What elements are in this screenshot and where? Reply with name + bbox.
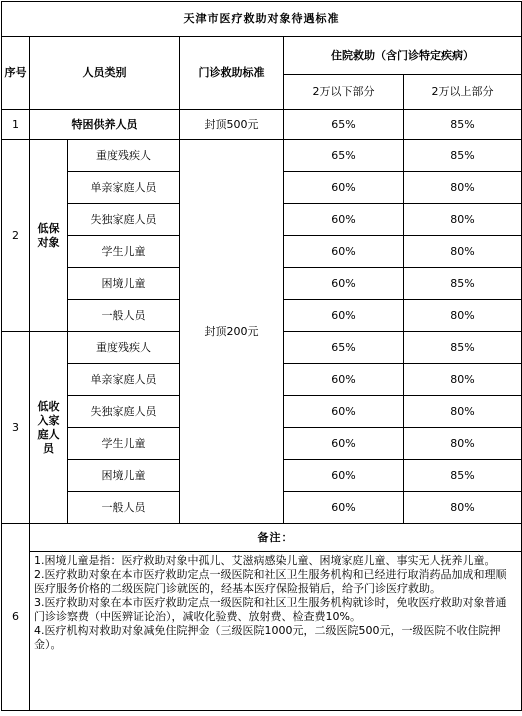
shared-outpatient: 封顶200元 [180,140,284,524]
notes-body [30,552,522,711]
table-row-name: 单亲家庭人员 [68,172,180,204]
notes-seq: 6 [2,524,30,711]
table-row-below: 60% [284,460,404,492]
table-row-below: 65% [284,332,404,364]
table-row-above: 85% [404,332,522,364]
header-above-20k: 2万以上部分 [404,75,522,110]
row1-outpatient: 封顶500元 [180,110,284,140]
table-row-below: 60% [284,300,404,332]
header-seq: 序号 [2,37,30,110]
table-row-below: 60% [284,172,404,204]
table-row-above: 80% [404,396,522,428]
table-row-below: 60% [284,396,404,428]
row1-above: 85% [404,110,522,140]
table-row-above: 80% [404,428,522,460]
table-row-above: 85% [404,268,522,300]
table-row-name: 学生儿童 [68,428,180,460]
table-row-name: 一般人员 [68,300,180,332]
table-title: 天津市医疗救助对象待遇标准 [2,2,522,37]
note-item: 4.医疗机构对救助对象减免住院押金（三级医院1000元，二级医院500元，一级医院不收住院押金）。 [34,624,501,651]
table-row-name: 失独家庭人员 [68,396,180,428]
table-row-above: 80% [404,364,522,396]
table-row-above: 80% [404,172,522,204]
table-row-above: 85% [404,460,522,492]
table-row-name: 一般人员 [68,492,180,524]
benefit-standards-document [1,1,521,714]
benefit-table [1,1,522,711]
header-category: 人员类别 [30,37,180,110]
table-row-below: 65% [284,140,404,172]
table-row-below: 60% [284,492,404,524]
table-row-below: 60% [284,428,404,460]
group3-seq: 3 [2,332,30,524]
header-inpatient: 住院救助（含门诊特定疾病） [284,37,522,75]
row1-seq: 1 [2,110,30,140]
table-row-above: 85% [404,140,522,172]
table-row-name: 困境儿童 [68,268,180,300]
table-row-name: 重度残疾人 [68,140,180,172]
group2-seq: 2 [2,140,30,332]
notes-heading: 备注： [30,524,522,552]
row1-category: 特困供养人员 [30,110,180,140]
note-item: 1.困境儿童是指：医疗救助对象中孤儿、艾滋病感染儿童、困境家庭儿童、事实无人抚养儿童。 [34,554,496,567]
table-row-below: 60% [284,236,404,268]
table-row-above: 80% [404,300,522,332]
table-row-name: 单亲家庭人员 [68,364,180,396]
row1-below: 65% [284,110,404,140]
table-row-name: 学生儿童 [68,236,180,268]
note-item: 2.医疗救助对象在本市医疗救助定点一级医院和社区卫生服务机构和已经进行取消药品加成和理顺医疗服务价格的二级医院门诊就医的，经基本医疗保险报销后，给予门诊医疗救助。 [34,568,507,595]
table-row-name: 重度残疾人 [68,332,180,364]
table-row-above: 80% [404,492,522,524]
table-row-above: 80% [404,204,522,236]
table-row-below: 60% [284,204,404,236]
note-item: 3.医疗救助对象在本市医疗救助定点一级医院和社区卫生服务机构就诊时，免收医疗救助对象普通门诊诊察费（中医辨证论治），减收化验费、放射费、检查费10%。 [34,596,507,623]
group3-label: 低收入家庭人员 [30,332,68,524]
table-row-above: 80% [404,236,522,268]
table-row-below: 60% [284,364,404,396]
table-row-name: 困境儿童 [68,460,180,492]
group2-label: 低保对象 [30,140,68,332]
table-row-below: 60% [284,268,404,300]
table-row-name: 失独家庭人员 [68,204,180,236]
header-below-20k: 2万以下部分 [284,75,404,110]
header-outpatient: 门诊救助标准 [180,37,284,110]
